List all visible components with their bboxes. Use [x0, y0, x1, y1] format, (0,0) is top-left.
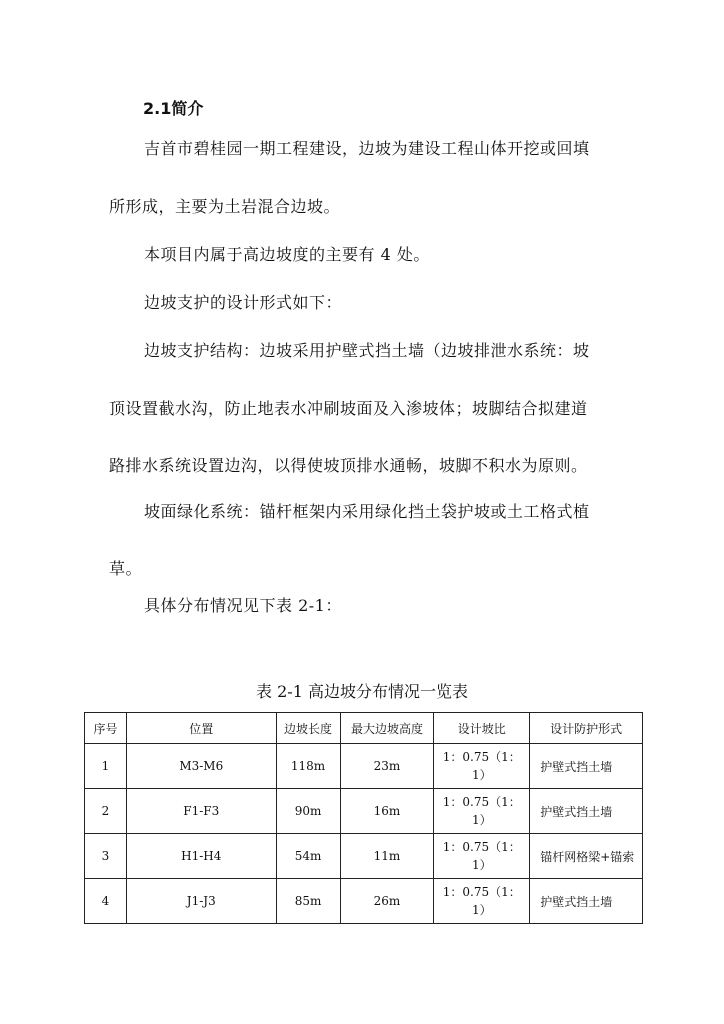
cell-no: 1: [85, 744, 127, 789]
ratio-line-1: 1：0.75（1：: [442, 885, 521, 899]
cell-form: 锚杆网格梁+锚索: [530, 834, 643, 879]
paragraph-line: 顶设置截水沟，防止地表水冲刷坡面及入渗坡体；坡脚结合拟建道: [109, 399, 588, 418]
ratio-line-1: 1：0.75（1：: [442, 795, 521, 809]
paragraph-line: 具体分布情况见下表 2-1：: [144, 596, 342, 615]
table-caption: 表 2-1 高边坡分布情况一览表: [256, 682, 468, 701]
table-row: [85, 834, 643, 879]
cell-length: 90m: [276, 789, 340, 834]
cell-ratio: [434, 744, 530, 789]
paragraph-line: 吉首市碧桂园一期工程建设，边坡为建设工程山体开挖或回填: [144, 139, 590, 158]
ratio-line-2: 1）: [471, 903, 492, 917]
section-heading: 2.1简介: [143, 99, 204, 118]
cell-height: 11m: [340, 834, 434, 879]
cell-length: 54m: [276, 834, 340, 879]
header-ratio: 设计坡比: [434, 713, 530, 744]
cell-ratio: [434, 879, 530, 924]
slope-distribution-table: [84, 712, 643, 924]
ratio-line-2: 1）: [471, 768, 492, 782]
cell-height: 16m: [340, 789, 434, 834]
cell-location: F1-F3: [126, 789, 276, 834]
cell-location: J1-J3: [126, 879, 276, 924]
paragraph-line: 草。: [109, 559, 143, 578]
cell-location: H1-H4: [126, 834, 276, 879]
cell-ratio: [434, 789, 530, 834]
cell-form: 护壁式挡土墙: [530, 744, 643, 789]
cell-height: 26m: [340, 879, 434, 924]
ratio-line-1: 1：0.75（1：: [442, 840, 521, 854]
table-row: [85, 789, 643, 834]
ratio-line-2: 1）: [471, 813, 492, 827]
header-max-height: 最大边坡高度: [340, 713, 434, 744]
cell-no: 4: [85, 879, 127, 924]
header-location: 位置: [126, 713, 276, 744]
header-length: 边坡长度: [276, 713, 340, 744]
cell-length: 118m: [276, 744, 340, 789]
cell-length: 85m: [276, 879, 340, 924]
ratio-line-2: 1）: [471, 858, 492, 872]
cell-ratio: [434, 834, 530, 879]
cell-height: 23m: [340, 744, 434, 789]
ratio-line-1: 1：0.75（1：: [442, 750, 521, 764]
paragraph-line: 本项目内属于高边坡度的主要有 4 处。: [144, 245, 430, 264]
paragraph-line: 所形成，主要为土岩混合边坡。: [109, 197, 341, 216]
paragraph-line: 边坡支护结构：边坡采用护壁式挡土墙（边坡排泄水系统：坡: [144, 341, 590, 360]
table-header-row: [85, 713, 643, 744]
table-row: [85, 879, 643, 924]
cell-form: 护壁式挡土墙: [530, 879, 643, 924]
paragraph-line: 路排水系统设置边沟，以得使坡顶排水通畅，坡脚不积水为原则。: [109, 456, 588, 475]
header-protection-form: 设计防护形式: [530, 713, 643, 744]
table-row: [85, 744, 643, 789]
cell-no: 3: [85, 834, 127, 879]
cell-location: M3-M6: [126, 744, 276, 789]
paragraph-line: 坡面绿化系统：锚杆框架内采用绿化挡土袋护坡或土工格式植: [144, 502, 590, 521]
header-no: 序号: [85, 713, 127, 744]
cell-form: 护壁式挡土墙: [530, 789, 643, 834]
paragraph-line: 边坡支护的设计形式如下：: [144, 293, 343, 312]
cell-no: 2: [85, 789, 127, 834]
